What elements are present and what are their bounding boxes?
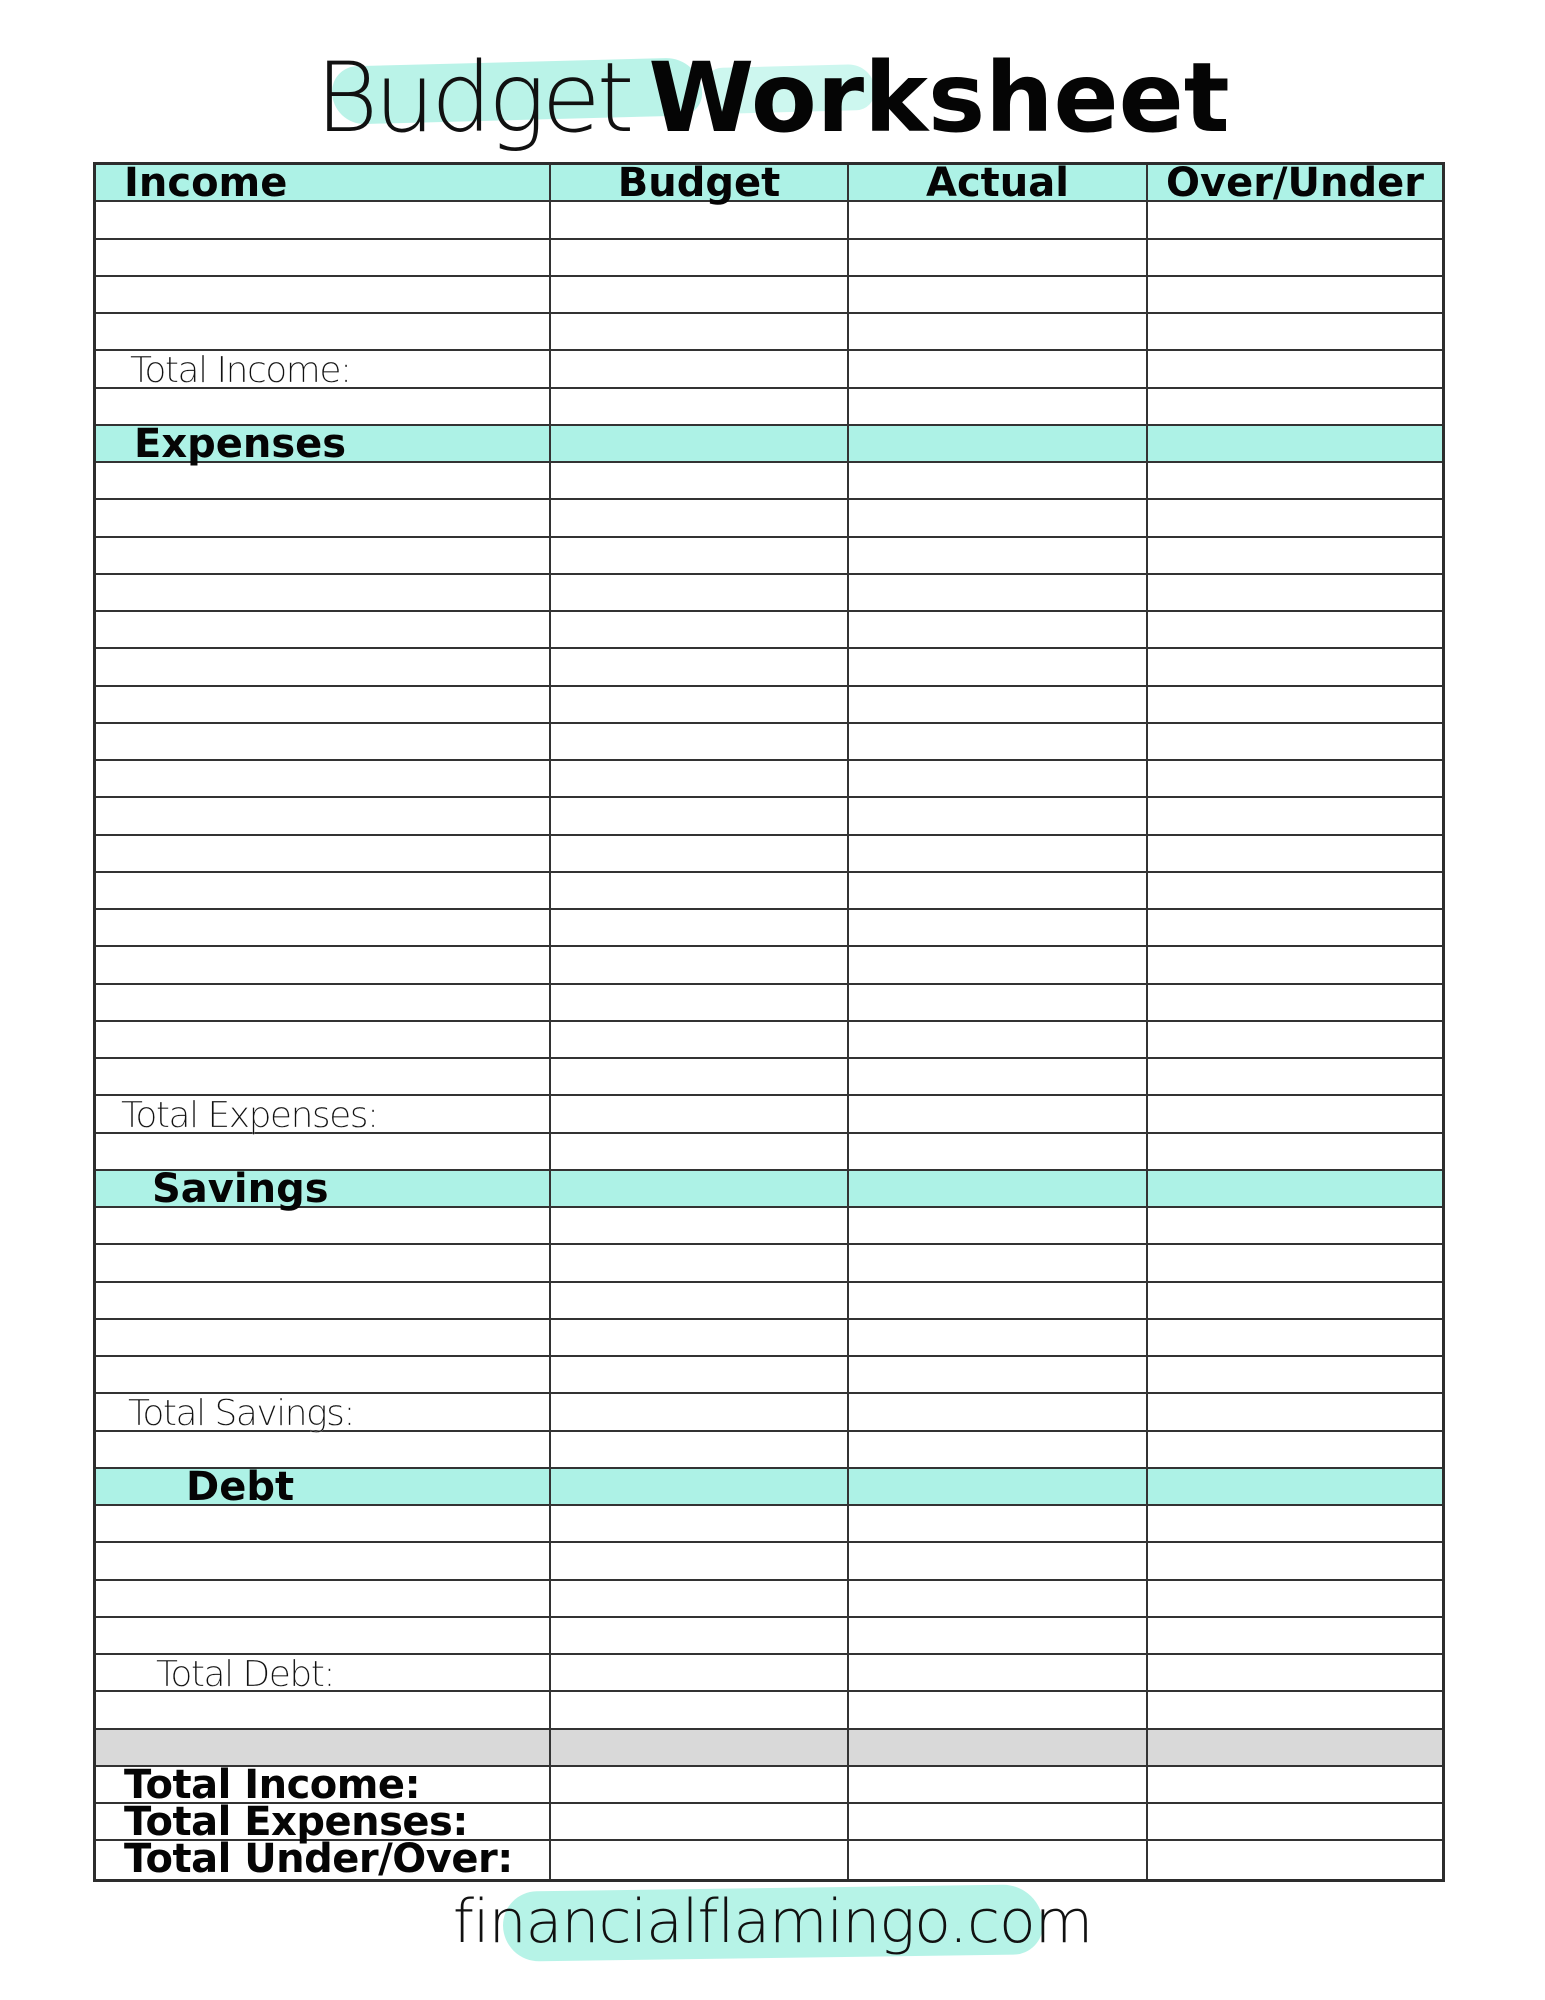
- budget-cell[interactable]: [551, 538, 849, 573]
- category-cell[interactable]: [96, 947, 551, 982]
- budget-column-header: Budget: [617, 160, 781, 206]
- table-row: [96, 1245, 1442, 1282]
- total-expenses-label: Total Expenses:: [121, 1095, 378, 1137]
- category-cell[interactable]: [96, 1432, 551, 1467]
- over-under-cell[interactable]: [1148, 724, 1442, 759]
- actual-cell[interactable]: [849, 1320, 1148, 1355]
- budget-cell[interactable]: [551, 910, 849, 945]
- budget-cell[interactable]: [551, 389, 849, 424]
- total-expenses-row: [96, 1095, 1442, 1137]
- over-under-cell[interactable]: [1148, 1581, 1442, 1616]
- over-under-cell[interactable]: [1148, 351, 1442, 386]
- actual-cell[interactable]: [849, 1692, 1148, 1727]
- table-row: [96, 761, 1442, 798]
- actual-cell[interactable]: [849, 1432, 1148, 1467]
- actual-cell[interactable]: [849, 761, 1148, 796]
- budget-cell[interactable]: [551, 1245, 849, 1280]
- budget-table: [93, 162, 1445, 1882]
- table-row: [96, 836, 1442, 873]
- table-row: [96, 1320, 1442, 1357]
- actual-column-header: Actual: [926, 160, 1069, 206]
- budget-cell[interactable]: [551, 240, 849, 275]
- expenses-section-header: Expenses: [134, 420, 347, 467]
- total-savings-label: Total Savings:: [128, 1393, 355, 1435]
- budget-cell[interactable]: [551, 873, 849, 908]
- table-row: [96, 798, 1442, 835]
- actual-cell[interactable]: [849, 314, 1148, 349]
- over-under-cell[interactable]: [1148, 1618, 1442, 1653]
- table-row: [96, 1543, 1442, 1580]
- category-cell[interactable]: [96, 1245, 551, 1280]
- total-income-label: Total Income:: [130, 350, 351, 392]
- category-cell[interactable]: [96, 761, 551, 796]
- expenses-section-header: [96, 420, 1442, 467]
- category-cell: [96, 1799, 551, 1845]
- title-block: [0, 40, 1545, 154]
- over-under-cell[interactable]: [1148, 1357, 1442, 1392]
- total-savings-row: [96, 1393, 1442, 1435]
- category-cell[interactable]: [96, 1506, 551, 1541]
- over-under-cell[interactable]: [1148, 910, 1442, 945]
- budget-cell[interactable]: [551, 1618, 849, 1653]
- table-row: [96, 1208, 1442, 1245]
- budget-cell[interactable]: [551, 314, 849, 349]
- table-row: [96, 240, 1442, 277]
- summary-total-income-label: Total Income:: [124, 1761, 421, 1808]
- category-cell[interactable]: [96, 1692, 551, 1727]
- category-cell[interactable]: [96, 575, 551, 610]
- actual-cell: [849, 160, 1148, 206]
- category-cell[interactable]: [96, 1208, 551, 1243]
- actual-cell[interactable]: [849, 1581, 1148, 1616]
- total-debt-row: [96, 1654, 1442, 1695]
- table-row: [96, 724, 1442, 761]
- actual-cell[interactable]: [849, 836, 1148, 871]
- debt-section-header: [96, 1463, 1442, 1510]
- table-row: [96, 314, 1442, 351]
- actual-cell[interactable]: [849, 575, 1148, 610]
- table-row: [96, 985, 1442, 1022]
- category-cell: [96, 420, 551, 467]
- category-cell: [96, 1463, 551, 1510]
- category-cell: [96, 1730, 551, 1765]
- category-cell[interactable]: [96, 277, 551, 312]
- over-under-cell[interactable]: [1148, 575, 1442, 610]
- budget-cell[interactable]: [551, 1320, 849, 1355]
- table-row: [96, 947, 1442, 984]
- website-url: financialflamingo.com: [452, 1887, 1093, 1957]
- table-row: [96, 277, 1442, 314]
- over-under-cell[interactable]: [1148, 836, 1442, 871]
- budget-cell[interactable]: [551, 761, 849, 796]
- actual-cell[interactable]: [849, 240, 1148, 275]
- actual-cell[interactable]: [849, 947, 1148, 982]
- actual-cell[interactable]: [849, 910, 1148, 945]
- table-row: [96, 649, 1442, 686]
- actual-cell[interactable]: [849, 724, 1148, 759]
- table-row: [96, 1059, 1442, 1096]
- table-row: [96, 575, 1442, 612]
- budget-cell[interactable]: [551, 1581, 849, 1616]
- over-under-cell[interactable]: [1148, 612, 1442, 647]
- over-under-cell[interactable]: [1148, 1283, 1442, 1318]
- actual-cell: [849, 1469, 1148, 1504]
- over-under-cell[interactable]: [1148, 1059, 1442, 1094]
- category-cell: [96, 350, 551, 392]
- category-cell[interactable]: [96, 1581, 551, 1616]
- table-row: [96, 538, 1442, 575]
- over-under-cell[interactable]: [1148, 1804, 1442, 1839]
- debt-section-header: Debt: [186, 1463, 295, 1510]
- actual-cell[interactable]: [849, 1059, 1148, 1094]
- category-cell[interactable]: [96, 724, 551, 759]
- table-row: [96, 687, 1442, 724]
- over-under-cell: [1148, 160, 1442, 206]
- budget-cell: [551, 1469, 849, 1504]
- over-under-cell[interactable]: [1148, 277, 1442, 312]
- over-under-cell[interactable]: [1148, 1096, 1442, 1131]
- total-income-row: [96, 350, 1442, 392]
- budget-cell[interactable]: [551, 1767, 849, 1802]
- budget-cell[interactable]: [551, 202, 849, 237]
- budget-cell[interactable]: [551, 500, 849, 535]
- actual-cell[interactable]: [849, 538, 1148, 573]
- total-debt-label: Total Debt:: [156, 1654, 334, 1695]
- actual-cell[interactable]: [849, 500, 1148, 535]
- actual-cell: [849, 426, 1148, 461]
- budget-cell: [551, 160, 849, 206]
- budget-cell[interactable]: [551, 836, 849, 871]
- budget-cell: [551, 426, 849, 461]
- over-under-cell[interactable]: [1148, 202, 1442, 237]
- table-row: [96, 1581, 1442, 1618]
- savings-section-header: [96, 1165, 1442, 1212]
- over-under-cell[interactable]: [1148, 1022, 1442, 1057]
- budget-cell[interactable]: [551, 1804, 849, 1839]
- budget-cell[interactable]: [551, 612, 849, 647]
- category-cell[interactable]: [96, 910, 551, 945]
- budget-cell[interactable]: [551, 798, 849, 833]
- over-under-cell[interactable]: [1148, 947, 1442, 982]
- over-under-cell[interactable]: [1148, 463, 1442, 498]
- table-row: [96, 463, 1442, 500]
- page-title: [0, 42, 1545, 154]
- actual-cell[interactable]: [849, 687, 1148, 722]
- category-cell[interactable]: [96, 202, 551, 237]
- category-cell[interactable]: [96, 1059, 551, 1094]
- title-light-word: Budget: [315, 42, 631, 154]
- budget-cell: [551, 1730, 849, 1765]
- actual-cell[interactable]: [849, 1506, 1148, 1541]
- category-cell[interactable]: [96, 649, 551, 684]
- table-row: [96, 873, 1442, 910]
- category-cell[interactable]: [96, 1022, 551, 1057]
- category-cell[interactable]: [96, 612, 551, 647]
- budget-cell[interactable]: [551, 1059, 849, 1094]
- budget-cell[interactable]: [551, 277, 849, 312]
- table-row: [96, 1022, 1442, 1059]
- actual-cell[interactable]: [849, 798, 1148, 833]
- actual-cell[interactable]: [849, 1543, 1148, 1578]
- actual-cell[interactable]: [849, 1096, 1148, 1131]
- over-under-cell[interactable]: [1148, 798, 1442, 833]
- title-bold-word: Worksheet: [648, 42, 1230, 154]
- actual-cell[interactable]: [849, 1022, 1148, 1057]
- over-under-cell[interactable]: [1148, 1692, 1442, 1727]
- over-under-cell[interactable]: [1148, 1506, 1442, 1541]
- income-column-header: Income: [124, 160, 288, 206]
- category-cell[interactable]: [96, 389, 551, 424]
- over-under-cell[interactable]: [1148, 1245, 1442, 1280]
- actual-cell[interactable]: [849, 1618, 1148, 1653]
- over-under-cell[interactable]: [1148, 538, 1442, 573]
- category-cell[interactable]: [96, 985, 551, 1020]
- category-cell[interactable]: [96, 1618, 551, 1653]
- over-under-cell[interactable]: [1148, 1432, 1442, 1467]
- category-cell[interactable]: [96, 240, 551, 275]
- category-cell[interactable]: [96, 500, 551, 535]
- over-under-column-header: Over/Under: [1166, 160, 1424, 206]
- category-cell[interactable]: [96, 798, 551, 833]
- actual-cell: [849, 1730, 1148, 1765]
- budget-cell[interactable]: [551, 1096, 849, 1131]
- table-row: [96, 612, 1442, 649]
- budget-cell[interactable]: [551, 1022, 849, 1057]
- over-under-cell[interactable]: [1148, 240, 1442, 275]
- budget-cell[interactable]: [551, 649, 849, 684]
- over-under-cell[interactable]: [1148, 1543, 1442, 1578]
- actual-cell[interactable]: [849, 1394, 1148, 1429]
- over-under-cell: [1148, 1730, 1442, 1765]
- category-cell[interactable]: [96, 1543, 551, 1578]
- category-cell[interactable]: [96, 1320, 551, 1355]
- summary-total-expenses-label: Total Expenses:: [124, 1799, 468, 1845]
- over-under-cell: [1148, 1469, 1442, 1504]
- budget-cell[interactable]: [551, 985, 849, 1020]
- table-row: [96, 910, 1442, 947]
- actual-cell[interactable]: [849, 1804, 1148, 1839]
- over-under-cell[interactable]: [1148, 873, 1442, 908]
- actual-cell[interactable]: [849, 612, 1148, 647]
- over-under-cell[interactable]: [1148, 687, 1442, 722]
- actual-cell[interactable]: [849, 985, 1148, 1020]
- category-cell[interactable]: [96, 1357, 551, 1392]
- budget-cell[interactable]: [551, 1543, 849, 1578]
- actual-cell[interactable]: [849, 1208, 1148, 1243]
- budget-cell[interactable]: [551, 947, 849, 982]
- actual-cell[interactable]: [849, 649, 1148, 684]
- over-under-cell[interactable]: [1148, 1208, 1442, 1243]
- category-cell[interactable]: [96, 538, 551, 573]
- over-under-cell[interactable]: [1148, 1394, 1442, 1429]
- over-under-cell[interactable]: [1148, 1320, 1442, 1355]
- category-cell: [96, 160, 551, 206]
- over-under-cell[interactable]: [1148, 1655, 1442, 1690]
- table-header-row: [96, 160, 1442, 206]
- table-row: [96, 1283, 1442, 1320]
- category-cell: [96, 1654, 551, 1695]
- over-under-cell: [1148, 426, 1442, 461]
- actual-cell[interactable]: [849, 1245, 1148, 1280]
- over-under-cell[interactable]: [1148, 649, 1442, 684]
- footer: [0, 1870, 1545, 1970]
- budget-cell[interactable]: [551, 724, 849, 759]
- budget-cell[interactable]: [551, 351, 849, 386]
- budget-cell[interactable]: [551, 1394, 849, 1429]
- category-cell[interactable]: [96, 463, 551, 498]
- budget-cell[interactable]: [551, 1134, 849, 1169]
- table-row: [96, 1618, 1442, 1655]
- budget-cell[interactable]: [551, 1357, 849, 1392]
- budget-cell[interactable]: [551, 1432, 849, 1467]
- budget-cell[interactable]: [551, 1655, 849, 1690]
- category-cell[interactable]: [96, 1134, 551, 1169]
- actual-cell[interactable]: [849, 463, 1148, 498]
- budget-cell[interactable]: [551, 575, 849, 610]
- over-under-cell[interactable]: [1148, 500, 1442, 535]
- over-under-cell[interactable]: [1148, 985, 1442, 1020]
- table-row: [96, 500, 1442, 537]
- category-cell[interactable]: [96, 836, 551, 871]
- actual-cell[interactable]: [849, 351, 1148, 386]
- over-under-cell[interactable]: [1148, 1767, 1442, 1802]
- budget-cell[interactable]: [551, 687, 849, 722]
- actual-cell: [849, 1171, 1148, 1206]
- budget-cell: [551, 1171, 849, 1206]
- over-under-cell: [1148, 1171, 1442, 1206]
- actual-cell[interactable]: [849, 202, 1148, 237]
- category-cell: [96, 1165, 551, 1212]
- table-row: [96, 1432, 1442, 1469]
- budget-cell[interactable]: [551, 1283, 849, 1318]
- table-row: [96, 202, 1442, 239]
- category-cell: [96, 1095, 551, 1137]
- table-row: [96, 1357, 1442, 1394]
- actual-cell[interactable]: [849, 1357, 1148, 1392]
- category-cell: [96, 1393, 551, 1435]
- table-row: [96, 1506, 1442, 1543]
- category-cell[interactable]: [96, 314, 551, 349]
- category-cell[interactable]: [96, 873, 551, 908]
- budget-cell[interactable]: [551, 1506, 849, 1541]
- budget-cell[interactable]: [551, 1692, 849, 1727]
- over-under-cell[interactable]: [1148, 1134, 1442, 1169]
- over-under-cell[interactable]: [1148, 761, 1442, 796]
- summary-total-under-over-label: Total Under/Over:: [124, 1836, 513, 1883]
- budget-cell[interactable]: [551, 1208, 849, 1243]
- actual-cell[interactable]: [849, 1767, 1148, 1802]
- actual-cell[interactable]: [849, 1283, 1148, 1318]
- category-cell[interactable]: [96, 687, 551, 722]
- actual-cell[interactable]: [849, 389, 1148, 424]
- category-cell: [96, 1761, 551, 1808]
- table-row: [96, 1692, 1442, 1729]
- actual-cell[interactable]: [849, 1134, 1148, 1169]
- over-under-cell[interactable]: [1148, 389, 1442, 424]
- actual-cell[interactable]: [849, 1655, 1148, 1690]
- savings-section-header: Savings: [152, 1165, 329, 1212]
- budget-cell[interactable]: [551, 463, 849, 498]
- category-cell[interactable]: [96, 1283, 551, 1318]
- over-under-cell[interactable]: [1148, 314, 1442, 349]
- actual-cell[interactable]: [849, 277, 1148, 312]
- actual-cell[interactable]: [849, 873, 1148, 908]
